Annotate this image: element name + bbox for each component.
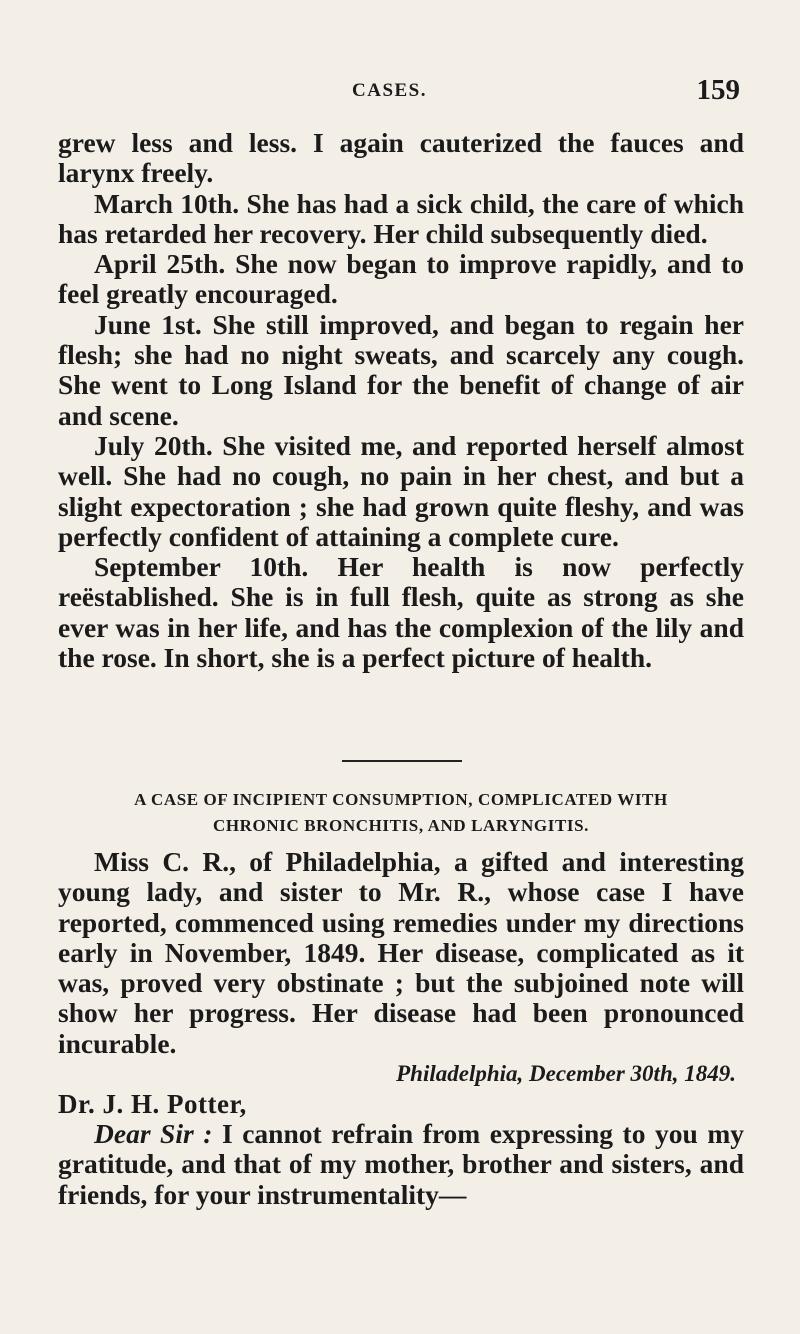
- paragraph-july-20: July 20th. She visited me, and reported herself almost well. She had no cough, no pain in her chest, and but a slight expectoration ; she had grown quite fleshy, and was perfectly confident of attaining a complete cure.: [58, 429, 744, 552]
- page-number: 159: [696, 74, 740, 106]
- paragraph-march-10: March 10th. She has had a sick child, the care of which has retarded her recovery. Her child subsequently died.: [58, 187, 744, 249]
- case-heading: [58, 787, 744, 839]
- letter-dateline: Philadelphia, December 30th, 1849.: [396, 1061, 736, 1087]
- section-divider: [342, 760, 462, 762]
- case-narrative: [58, 128, 744, 673]
- letter-salutation: Dear Sir :: [94, 1118, 213, 1150]
- letter-recipient: Dr. J. H. Potter,: [58, 1089, 247, 1120]
- paragraph-june-1: June 1st. She still improved, and began to regain her flesh; she had no night sweats, and scarcely any cough. She went to Long Island for the benefit of change of air and scene.: [58, 308, 744, 431]
- running-head: [270, 74, 740, 114]
- case-intro-paragraph: Miss C. R., of Philadelphia, a gifted and interesting young lady, and sister to Mr. R., whose case I have reported, commenced using remedies under my directions early in November, 1849. Her disease, complicated as it was, proved very obstinate ; but the subjoined note will show her progress. Her disease had been pronounced incurable.: [58, 846, 744, 1059]
- paragraph-continued: grew less and less. I again cauterized the fauces and larynx freely.: [58, 127, 744, 189]
- case-body: [58, 847, 744, 1210]
- letter-opening-text: I cannot refrain from expressing to you my gratitude, and that of my mother, brother and sisters, and friends, for your instrumentality—: [58, 1118, 744, 1210]
- case-heading-line-1: A CASE OF INCIPIENT CONSUMPTION, COMPLICATED WITH: [134, 790, 668, 809]
- letter-opening: [58, 1119, 744, 1210]
- paragraph-september-10: September 10th. Her health is now perfectly reëstablished. She is in full flesh, quite as strong as she ever was in her life, and has the complexion of the lily and the rose. In short, she is a perfect picture of health.: [58, 551, 744, 674]
- case-heading-line-2: CHRONIC BRONCHITIS, AND LARYNGITIS.: [212, 816, 590, 835]
- running-title: CASES.: [352, 80, 427, 101]
- paragraph-april-25: April 25th. She now began to improve rapidly, and to feel greatly encouraged.: [58, 248, 744, 310]
